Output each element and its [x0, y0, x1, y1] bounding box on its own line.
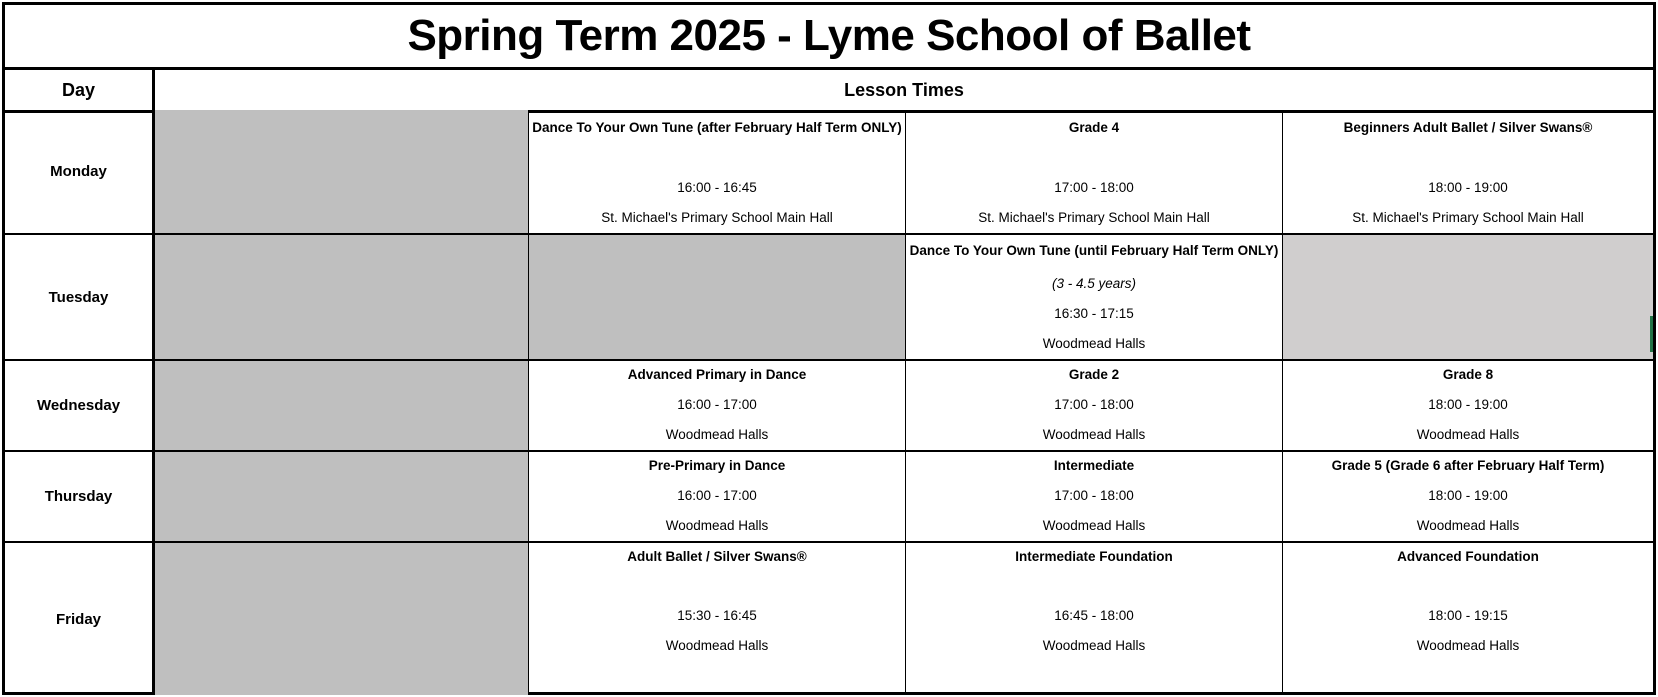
- lesson-name: Dance To Your Own Tune (until February Half Term ONLY): [909, 243, 1279, 258]
- lesson-name: Beginners Adult Ballet / Silver Swans®: [1343, 120, 1593, 135]
- lesson-time: 16:00 - 17:00: [677, 488, 757, 503]
- lesson-venue: Woodmead Halls: [1416, 427, 1520, 442]
- lesson-time: 16:45 - 18:00: [1054, 608, 1134, 623]
- lesson-name: Dance To Your Own Tune (after February Half Term ONLY): [532, 120, 902, 135]
- lesson-name: Intermediate Foundation: [1015, 549, 1173, 564]
- lesson-time: 16:30 - 17:15: [1054, 306, 1134, 321]
- lesson-cell: [529, 361, 906, 450]
- header-day: Day: [5, 70, 155, 110]
- lesson-time: 17:00 - 18:00: [1054, 488, 1134, 503]
- lesson-venue: Woodmead Halls: [1416, 638, 1520, 653]
- lesson-name: Grade 4: [1068, 120, 1120, 135]
- empty-slot: [155, 452, 529, 541]
- lesson-time: 16:00 - 16:45: [677, 180, 757, 195]
- lesson-cell: [906, 361, 1283, 450]
- lesson-cell: [1283, 452, 1653, 541]
- lesson-venue: Woodmead Halls: [1042, 518, 1146, 533]
- table-row-friday: [5, 543, 1653, 695]
- empty-slot: [155, 110, 529, 233]
- lesson-time: 18:00 - 19:00: [1428, 397, 1508, 412]
- lesson-venue: Woodmead Halls: [665, 427, 769, 442]
- empty-slot: [155, 361, 529, 450]
- lesson-venue: Woodmead Halls: [1042, 336, 1146, 351]
- lesson-venue: Woodmead Halls: [665, 638, 769, 653]
- lesson-venue: St. Michael's Primary School Main Hall: [1352, 210, 1584, 225]
- day-label: Friday: [5, 543, 155, 695]
- lesson-name: Grade 5 (Grade 6 after February Half Term): [1331, 458, 1605, 473]
- lesson-name: Grade 2: [1068, 367, 1120, 382]
- lesson-cell: [529, 452, 906, 541]
- header-row: [5, 70, 1653, 113]
- page-title: Spring Term 2025 - Lyme School of Ballet: [407, 11, 1251, 60]
- lesson-cell: [1283, 361, 1653, 450]
- empty-slot: [155, 235, 529, 359]
- lesson-time: 17:00 - 18:00: [1054, 397, 1134, 412]
- day-label: Tuesday: [5, 235, 155, 359]
- timetable-sheet: [2, 2, 1656, 695]
- lesson-time: 18:00 - 19:00: [1428, 488, 1508, 503]
- lesson-cell: [906, 543, 1283, 695]
- table-row-tuesday: [5, 235, 1653, 361]
- empty-slot: [529, 235, 906, 359]
- empty-slot: [1283, 235, 1653, 359]
- lesson-venue: Woodmead Halls: [665, 518, 769, 533]
- lesson-name: Intermediate: [1053, 458, 1135, 473]
- lesson-cell: [906, 110, 1283, 233]
- lesson-time: 18:00 - 19:15: [1428, 608, 1508, 623]
- lesson-name: Pre-Primary in Dance: [648, 458, 786, 473]
- lesson-venue: Woodmead Halls: [1416, 518, 1520, 533]
- selection-marker: [1650, 316, 1653, 352]
- lesson-name: Advanced Primary in Dance: [627, 367, 807, 382]
- day-label: Wednesday: [5, 361, 155, 450]
- lesson-time: 18:00 - 19:00: [1428, 180, 1508, 195]
- lesson-time: 17:00 - 18:00: [1054, 180, 1134, 195]
- lesson-cell: [529, 543, 906, 695]
- lesson-name: Advanced Foundation: [1397, 549, 1539, 564]
- table-row-monday: [5, 110, 1653, 235]
- table-row-thursday: [5, 452, 1653, 543]
- lesson-cell: [1283, 543, 1653, 695]
- day-label: Thursday: [5, 452, 155, 541]
- lesson-cell: [1283, 110, 1653, 233]
- lesson-venue: Woodmead Halls: [1042, 638, 1146, 653]
- title-row: [5, 5, 1653, 70]
- lesson-time: 15:30 - 16:45: [677, 608, 757, 623]
- lesson-age: (3 - 4.5 years): [1051, 276, 1137, 291]
- lesson-venue: St. Michael's Primary School Main Hall: [601, 210, 833, 225]
- day-label: Monday: [5, 110, 155, 233]
- lesson-cell: [529, 110, 906, 233]
- lesson-cell: [906, 235, 1283, 359]
- lesson-time: 16:00 - 17:00: [677, 397, 757, 412]
- lesson-name: Grade 8: [1442, 367, 1494, 382]
- lesson-cell: [906, 452, 1283, 541]
- lesson-venue: Woodmead Halls: [1042, 427, 1146, 442]
- header-lesson-times: Lesson Times: [844, 79, 964, 100]
- lesson-name: Adult Ballet / Silver Swans®: [627, 549, 807, 564]
- table-row-wednesday: [5, 361, 1653, 452]
- empty-slot: [155, 543, 529, 695]
- lesson-venue: St. Michael's Primary School Main Hall: [978, 210, 1210, 225]
